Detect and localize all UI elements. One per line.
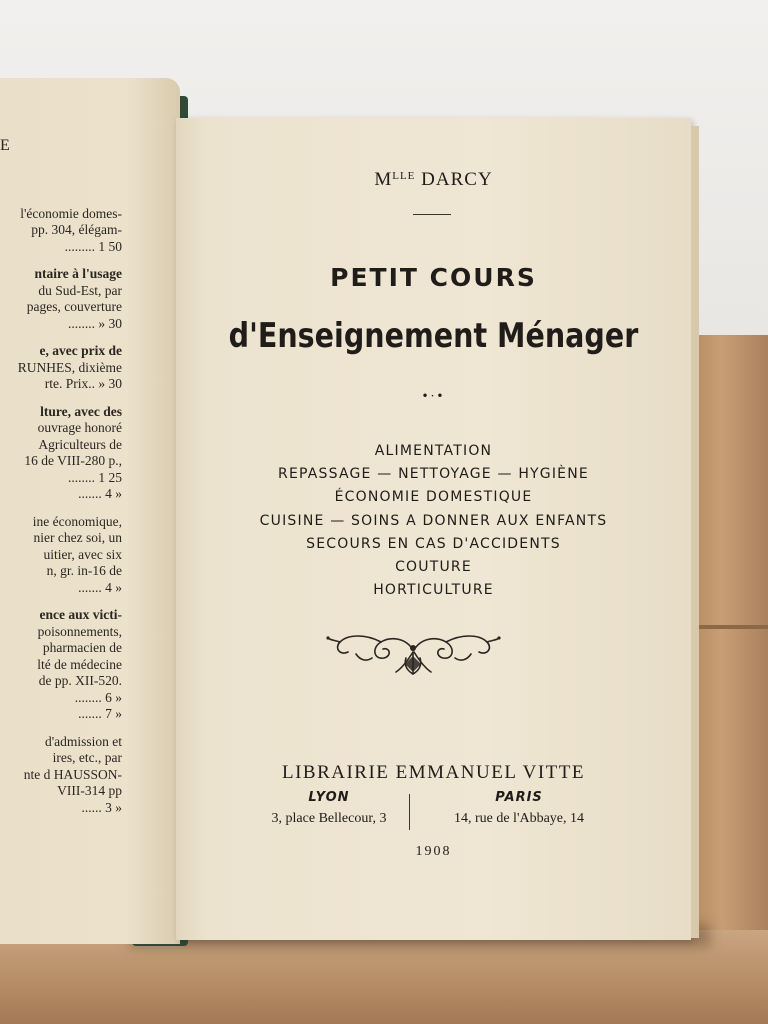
- left-page-line: de pp. XII-520.: [38, 673, 122, 688]
- left-page-line: [0, 503, 122, 514]
- left-page-line: n, gr. in-16 de: [46, 563, 122, 578]
- author-prefix: M: [374, 169, 393, 190]
- address-lyon: [229, 790, 429, 827]
- left-page-line: du Sud-Est, par: [38, 282, 122, 298]
- left-page-line: ...... 3 »: [81, 799, 122, 815]
- left-page-line: ........ » 30: [68, 315, 122, 331]
- left-page-line: pages, couverture: [26, 299, 122, 314]
- left-page-line: [0, 332, 122, 343]
- left-page-line: ......... 1 50: [64, 238, 122, 254]
- topic-item: SECOURS EN CAS D'ACCIDENTS: [306, 535, 561, 552]
- left-page-line: ....... 7 »: [78, 706, 122, 721]
- topic-item: CUISINE — SOINS A DONNER AUX ENFANTS: [259, 512, 608, 529]
- left-page-line: ntaire à l'usage: [34, 266, 122, 281]
- left-page-line: VIII-314 pp: [57, 783, 122, 798]
- left-page-line: e, avec prix de: [39, 343, 122, 358]
- left-page-line: ....... 4 »: [78, 486, 122, 501]
- left-page-line: rte. Prix.. » 30: [44, 376, 122, 391]
- page-edge: [691, 126, 699, 938]
- left-page-line: ence aux victi-: [39, 607, 122, 622]
- left-page-line: nte d HAUSSON-: [23, 766, 122, 782]
- publisher: LIBRAIRIE EMMANUEL VITTE: [281, 762, 586, 783]
- topic-item: COUTURE: [395, 559, 472, 576]
- topic-list: [176, 440, 691, 602]
- left-page-line: [0, 255, 122, 266]
- left-page-line: l'économie domes-: [20, 205, 122, 221]
- left-page-line: [0, 393, 122, 404]
- left-page-line: [0, 723, 122, 734]
- left-page-line: E: [0, 137, 10, 154]
- publication-year: 1908: [415, 844, 452, 859]
- city-lyon: LYON: [308, 790, 350, 805]
- ornament-flourish: [326, 628, 501, 678]
- left-page-line: Agriculteurs de: [38, 436, 122, 452]
- author-name: DARCY: [421, 169, 493, 190]
- topic-item: HORTICULTURE: [373, 582, 494, 599]
- title-separator: •·•: [421, 389, 446, 403]
- left-page-line: RUNHES, dixième: [17, 359, 122, 375]
- city-paris: PARIS: [495, 790, 543, 805]
- author-title: LLE: [392, 170, 416, 182]
- left-page-line: pharmacien de: [42, 640, 122, 655]
- left-page-line: ires, etc., par: [52, 750, 122, 765]
- topic-item: REPASSAGE — NETTOYAGE — HYGIÈNE: [278, 466, 589, 483]
- left-page-line: nier chez soi, un: [33, 530, 122, 545]
- left-page-text: [0, 138, 122, 816]
- title-line-2: d'Enseignement Ménager: [228, 316, 639, 356]
- left-page-line: ........ 1 25: [68, 469, 122, 485]
- left-page-line: ine économique,: [32, 513, 122, 529]
- topic-item: ÉCONOMIE DOMESTIQUE: [334, 489, 533, 506]
- left-page-line: poisonnements,: [37, 623, 122, 639]
- title-page: [176, 118, 691, 940]
- street-lyon: 3, place Bellecour, 3: [271, 811, 387, 826]
- left-page-line: 16 de VIII-280 p.,: [24, 453, 122, 468]
- title-line-1: PETIT COURS: [330, 263, 537, 292]
- left-page-line: [0, 596, 122, 607]
- left-page-line: lté de médecine: [37, 656, 122, 672]
- left-page-line: pp. 304, élégam-: [31, 222, 122, 237]
- left-page-line: ouvrage honoré: [37, 420, 122, 435]
- street-paris: 14, rue de l'Abbaye, 14: [453, 811, 585, 826]
- topic-item: ALIMENTATION: [374, 443, 493, 459]
- author: [176, 169, 691, 191]
- wooden-shelf: [690, 335, 768, 945]
- address-divider: [409, 794, 410, 830]
- left-page-line: lture, avec des: [40, 403, 122, 419]
- left-page-line: ........ 6 »: [74, 689, 122, 705]
- left-page-line: d'admission et: [44, 733, 122, 749]
- left-page-line: [0, 195, 122, 206]
- left-page-line: uitier, avec six: [43, 546, 122, 562]
- left-page-line: ....... 4 »: [78, 579, 122, 595]
- left-page: [0, 78, 180, 944]
- author-rule: [413, 214, 451, 215]
- address-paris: [419, 790, 619, 827]
